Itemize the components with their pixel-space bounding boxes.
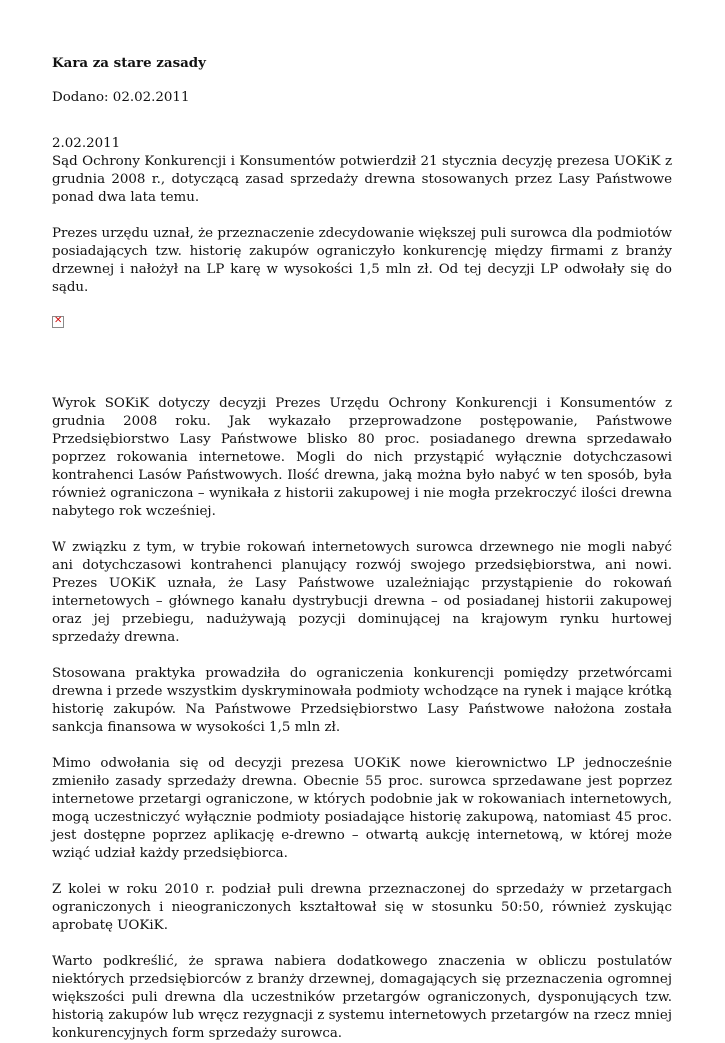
article-date: 2.02.2011 — [52, 136, 121, 151]
broken-image-icon: ✕ — [54, 315, 63, 326]
added-date: Dodano: 02.02.2011 — [52, 90, 190, 105]
paragraph-2: Prezes urzędu uznał, że przeznaczenie zdecydowanie większej puli surowca dla podmiotów posiadających tzw. historię zakupów ograniczyło konkurencję między firmami z branży drzewnej i nałożył na LP karę w wysokości 1,5 mln zł. Od tej decyzji LP odwołały się do sądu. — [52, 226, 672, 295]
article — [52, 54, 672, 1043]
paragraph-1: Sąd Ochrony Konkurencji i Konsumentów potwierdził 21 stycznia decyzję prezesa UOKiK z grudnia 2008 r., dotyczącą zasad sprzedaży drewna stosowanych przez Lasy Państwowe ponad dwa lata temu. — [52, 154, 672, 205]
paragraph-3: Wyrok SOKiK dotyczy decyzji Prezes Urzędu Ochrony Konkurencji i Konsumentów z grudnia 2008 roku. Jak wykazało przeprowadzone postępowanie, Państwowe Przedsiębiorstwo Lasy Państwowe blisko 80 proc. posiadanego drewna sprzedawało poprzez rokowania internetowe. Mogli do nich przystąpić wyłącznie dotychczasowi kontrahenci Lasów Państwowych. Ilość drewna, jaką można było nabyć w ten sposób, była również ograniczona – wynikała z historii zakupowej i nie mogła przekroczyć ilości drewna nabytego rok wcześniej. — [52, 396, 672, 519]
paragraph-5: Stosowana praktyka prowadziła do ograniczenia konkurencji pomiędzy przetwórcami drewna i przede wszystkim dyskryminowała podmioty wchodzące na rynek i mające krótką historię zakupów. Na Państwowe Przedsiębiorstwo Lasy Państwowe nałożona została sankcja finansowa w wysokości 1,5 mln zł. — [52, 666, 672, 735]
paragraph-4: W związku z tym, w trybie rokowań internetowych surowca drzewnego nie mogli nabyć ani dotychczasowi kontrahenci planujący rozwój swojego przedsiębiorstwa, ani nowi. Prezes UOKiK uznała, że Lasy Państwowe uzależniając przystąpienie do rokowań internetowych – głównego kanału dystrybucji drewna – od posiadanej historii zakupowej oraz jej przebiegu, nadużywają pozycji dominującej na krajowym rynku hurtowej sprzedaży drewna. — [52, 540, 672, 645]
paragraph-7: Z kolei w roku 2010 r. podział puli drewna przeznaczonej do sprzedaży w przetargach ograniczonych i nieograniczonych kształtował się w stosunku 50:50, również zyskując aprobatę UOKiK. — [52, 882, 672, 933]
paragraph-8: Warto podkreślić, że sprawa nabiera dodatkowego znaczenia w obliczu postulatów niektórych przedsiębiorców z branży drzewnej, domagających się przeznaczenia ogromnej większości puli drewna dla uczestników przetargów ograniczonych, dysponujących tzw. historią zakupów lub wręcz rezygnacji z systemu internetowych przetargów na rzecz mniej konkurencyjnych form sprzedaży surowca. — [52, 954, 672, 1041]
paragraph-6: Mimo odwołania się od decyzji prezesa UOKiK nowe kierownictwo LP jednocześnie zmieniło zasady sprzedaży drewna. Obecnie 55 proc. surowca sprzedawane jest poprzez internetowe przetargi ograniczone, w których podobnie jak w rokowaniach internetowych, mogą uczestniczyć wyłącznie podmioty posiadające historię zakupową, natomiast 45 proc. jest dostępne poprzez aplikację e-drewno – otwartą aukcję internetową, w której może wziąć udział każdy przedsiębiorca. — [52, 756, 672, 861]
article-title: Kara za stare zasady — [52, 55, 206, 71]
